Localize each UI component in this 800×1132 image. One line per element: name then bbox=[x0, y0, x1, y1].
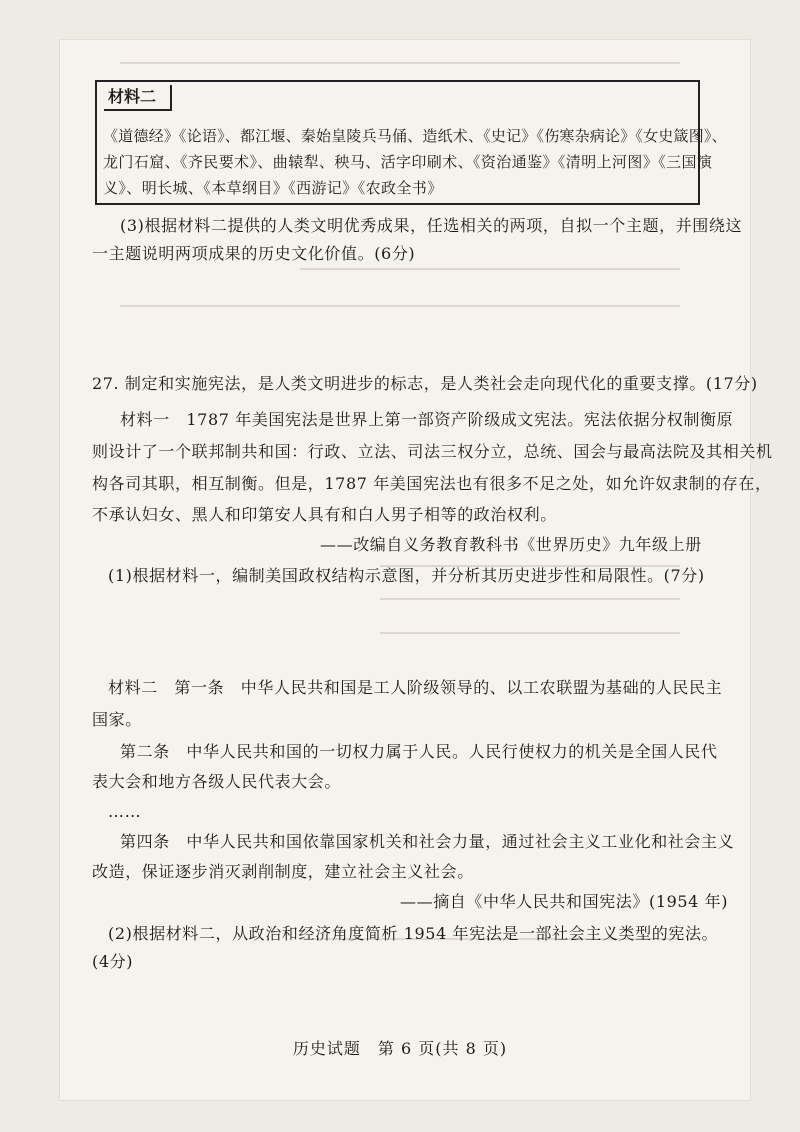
question-27-2-line-2: (4分) bbox=[92, 952, 134, 971]
question-26-3-line-2: 一主题说明两项成果的历史文化价值。(6分) bbox=[92, 244, 416, 263]
question-26-3-line-1: (3)根据材料二提供的人类文明优秀成果，任选相关的两项，自拟一个主题，并围绕这 bbox=[120, 216, 743, 235]
question-27-1: (1)根据材料一，编制美国政权结构示意图，并分析其历史进步性和局限性。(7分) bbox=[108, 566, 705, 585]
question-27-2-line-1: (2)根据材料二，从政治和经济角度简析 1954 年宪法是一部社会主义类型的宪法。 bbox=[108, 924, 719, 943]
material-one-source: ——改编自义务教育教科书《世界历史》九年级上册 bbox=[320, 535, 702, 554]
material-two-ellipsis: …… bbox=[108, 802, 142, 821]
bleed-through-mark bbox=[120, 62, 680, 64]
material-two-label: 材料二 bbox=[104, 85, 172, 111]
material-two-line-2: 国家。 bbox=[92, 710, 142, 729]
material-two-line-3: 第二条 中华人民共和国的一切权力属于人民。人民行使权力的机关是全国人民代 bbox=[120, 742, 718, 761]
material-one-line-3: 构各司其职，相互制衡。但是，1787 年美国宪法也有很多不足之处，如允许奴隶制的存在， bbox=[92, 474, 772, 493]
material-one-line-2: 则设计了一个联邦制共和国：行政、立法、司法三权分立，总统、国会与最高法院及其相关机 bbox=[92, 442, 773, 461]
material-two-line-6: 改造，保证逐步消灭剥削制度，建立社会主义社会。 bbox=[92, 862, 474, 881]
material-two-source: ——摘自《中华人民共和国宪法》(1954 年) bbox=[400, 892, 729, 911]
material-one-line-4: 不承认妇女、黑人和印第安人具有和白人男子相等的政治权利。 bbox=[92, 505, 557, 524]
works-list-line-3: 义》、明长城、《本草纲目》《西游记》《农政全书》 bbox=[103, 179, 443, 197]
page-footer: 历史试题 第 6 页(共 8 页) bbox=[292, 1039, 508, 1058]
works-list-line-2: 龙门石窟、《齐民要术》、曲辕犁、秧马、活字印刷术、《资治通鉴》《清明上河图》《三国演 bbox=[103, 153, 713, 171]
material-two-line-1: 材料二 第一条 中华人民共和国是工人阶级领导的、以工农联盟为基础的人民民主 bbox=[108, 678, 723, 697]
bleed-through-mark bbox=[380, 598, 680, 600]
bleed-through-mark bbox=[120, 305, 680, 307]
bleed-through-mark bbox=[300, 268, 680, 270]
works-list-line-1: 《道德经》《论语》、都江堰、秦始皇陵兵马俑、造纸术、《史记》《伤寒杂病论》《女史箴图》、 bbox=[103, 127, 727, 145]
question-27-intro: 27. 制定和实施宪法，是人类文明进步的标志，是人类社会走向现代化的重要支撑。(17分) bbox=[92, 374, 758, 393]
material-one-line-1: 材料一 1787 年美国宪法是世界上第一部资产阶级成文宪法。宪法依据分权制衡原 bbox=[120, 410, 734, 429]
bleed-through-mark bbox=[380, 632, 680, 634]
material-two-line-5: 第四条 中华人民共和国依靠国家机关和社会力量，通过社会主义工业化和社会主义 bbox=[120, 832, 735, 851]
material-two-line-4: 表大会和地方各级人民代表大会。 bbox=[92, 772, 342, 791]
